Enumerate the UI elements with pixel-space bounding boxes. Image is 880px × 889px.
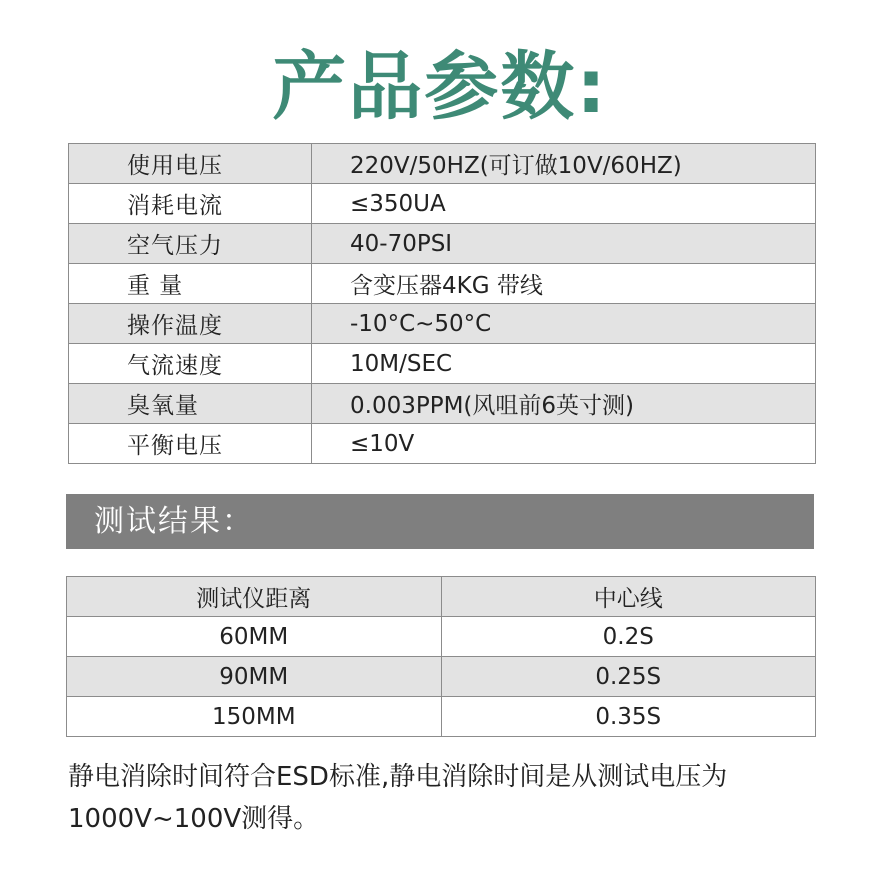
table-row [67, 617, 816, 657]
table-header-row [67, 577, 816, 617]
spec-label: 臭氧量 [69, 384, 312, 424]
spec-label: 平衡电压 [69, 424, 312, 464]
spec-label: 消耗电流 [69, 184, 312, 224]
spec-value: ≤10V [312, 424, 816, 464]
spec-value: 0.003PPM(风咀前6英寸测) [312, 384, 816, 424]
table-cell: 0.35S [441, 697, 816, 737]
spec-value: 40-70PSI [312, 224, 816, 264]
table-cell: 0.2S [441, 617, 816, 657]
table-cell: 150MM [67, 697, 442, 737]
spec-value: 含变压器4KG 带线 [312, 264, 816, 304]
footnote: 静电消除时间符合ESD标准,静电消除时间是从测试电压为1000V~100V测得。 [68, 762, 728, 834]
table-cell: 90MM [67, 657, 442, 697]
spec-label: 操作温度 [69, 304, 312, 344]
column-header: 测试仪距离 [67, 577, 442, 617]
spec-value: ≤350UA [312, 184, 816, 224]
table-row [69, 424, 816, 464]
spec-value: 220V/50HZ(可订做10V/60HZ) [312, 144, 816, 184]
table-cell: 0.25S [441, 657, 816, 697]
spec-value: 10M/SEC [312, 344, 816, 384]
column-header: 中心线 [441, 577, 816, 617]
spec-table [68, 143, 816, 464]
spec-label: 气流速度 [69, 344, 312, 384]
results-table [66, 576, 816, 737]
table-row [67, 697, 816, 737]
test-results-banner: 测试结果： [66, 494, 814, 549]
page-title: 产品参数: [272, 44, 608, 130]
table-row [69, 144, 816, 184]
spec-value: -10°C~50°C [312, 304, 816, 344]
table-row [69, 344, 816, 384]
spec-label: 空气压力 [69, 224, 312, 264]
table-row [69, 224, 816, 264]
table-row [69, 184, 816, 224]
spec-label: 使用电压 [69, 144, 312, 184]
spec-label: 重 量 [69, 264, 312, 304]
table-cell: 60MM [67, 617, 442, 657]
table-row [67, 657, 816, 697]
table-row [69, 304, 816, 344]
table-row [69, 264, 816, 304]
table-row [69, 384, 816, 424]
